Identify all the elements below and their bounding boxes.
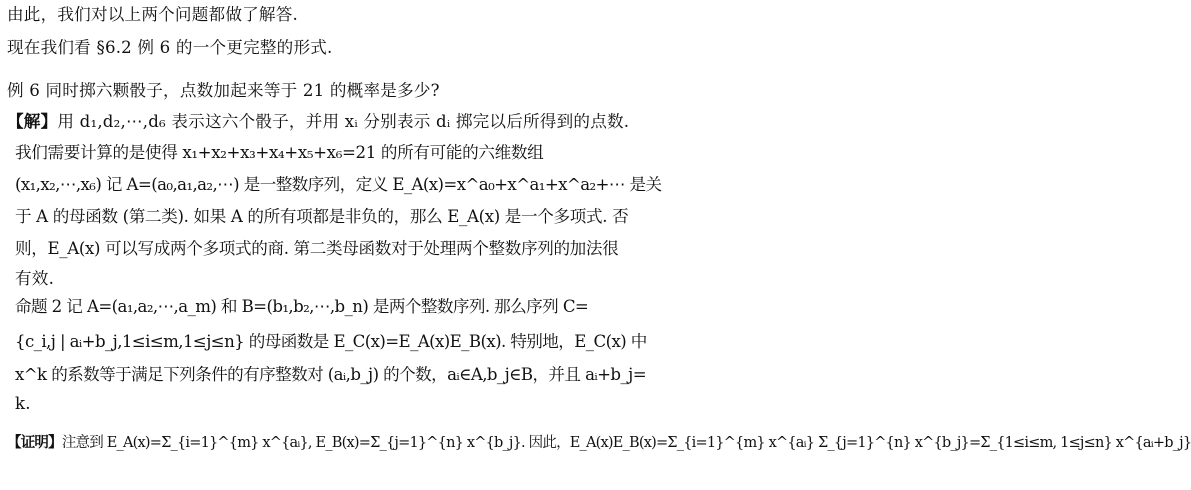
proposition-line-2: {c_i,j | aᵢ+b_j,1≤i≤m,1≤j≤n} 的母函数是 E_C(x)=E_A(x)E_B(x). 特别地，E_C(x) 中 [15, 332, 647, 351]
solution-body-line-1: 我们需要计算的是使得 x₁+x₂+x₃+x₄+x₅+x₆=21 的所有可能的六维数组 [15, 143, 544, 162]
example-statement: 例 6 同时掷六颗骰子，点数加起来等于 21 的概率是多少? [7, 81, 440, 100]
intro-line-1: 由此，我们对以上两个问题都做了解答. [7, 5, 298, 24]
intro-line-2: 现在我们看 §6.2 例 6 的一个更完整的形式. [7, 38, 333, 57]
solution-first-line [7, 110, 762, 133]
solution-body-line-4: 则，E_A(x) 可以写成两个多项式的商. 第二类母函数对于处理两个整数序列的加法很 [15, 239, 619, 258]
solution-body-line-3: 于 A 的母函数 (第二类). 如果 A 的所有项都是非负的，那么 E_A(x) 是一个多项式. 否 [15, 207, 629, 226]
proposition-line-1: 命题 2 记 A=(a₁,a₂,⋯,a_m) 和 B=(b₁,b₂,⋯,b_n) 是两个整数序列. 那么序列 C= [15, 297, 589, 316]
solution-body-line-2: (x₁,x₂,⋯,x₆) 记 A=(a₀,a₁,a₂,⋯) 是一整数序列，定义 E_A(x)=x^a₀+x^a₁+x^a₂+⋯ 是关 [15, 175, 662, 194]
proposition-line-4: k. [15, 394, 31, 413]
proof-line [7, 432, 1191, 454]
solution-line-1: 用 d₁,d₂,⋯,d₆ 表示这六个骰子，并用 xᵢ 分别表示 dᵢ 掷完以后所得到的点数. [57, 112, 630, 131]
solution-body-line-5: 有效. [15, 269, 55, 288]
solution-label: 【解】 [7, 111, 58, 131]
proof-label: 【证明】 [7, 434, 62, 451]
proof-text: 注意到 E_A(x)=Σ_{i=1}^{m} x^{aᵢ}, E_B(x)=Σ_{j=1}^{n} x^{b_j}. 因此，E_A(x)E_B(x)=Σ_{i=1}^{m} x^{aᵢ} Σ_{j=1}^{n} x^{b_j}=Σ_{1≤i≤m, 1≤j≤n} x^{aᵢ+b_j} [61, 435, 1191, 451]
proposition-line-3: x^k 的系数等于满足下列条件的有序整数对 (aᵢ,b_j) 的个数，aᵢ∈A,b_j∈B，并且 aᵢ+b_j= [15, 365, 646, 384]
